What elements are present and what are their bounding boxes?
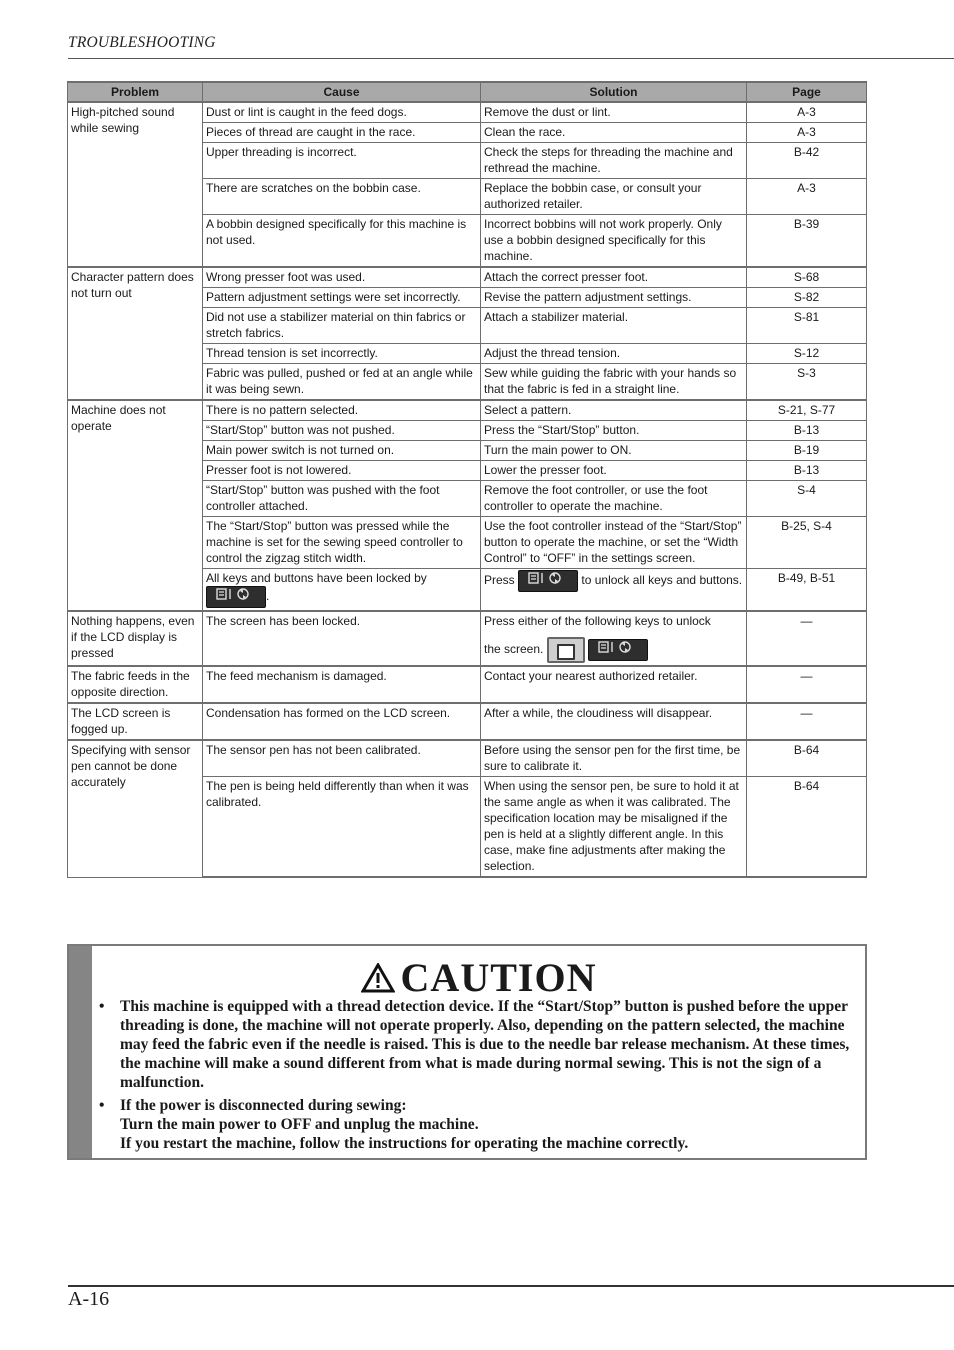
lock-key-icon <box>547 637 585 663</box>
page-cell: B-64 <box>747 777 867 878</box>
cause-cell: Dust or lint is caught in the feed dogs. <box>203 102 481 123</box>
solution-cell: Use the foot controller instead of the “Start/Stop” button to operate the machine, or set the “Width Control” to “OFF” in the settings screen. <box>481 517 747 569</box>
solution-cell: Replace the bobbin case, or consult your authorized retailer. <box>481 179 747 215</box>
solution-cell: Turn the main power to ON. <box>481 441 747 461</box>
caution-item-1: • This machine is equipped with a thread detection device. If the “Start/Stop” button is pushed before the upper threading is done, the machine will not operate properly. Also, depending on the pattern selected, the machine may feed the fabric even if the needle is raised. This is due to the needle bar release mechanism. At these times, the machine will make a sound different from what is made during normal sewing. This is not the sign of a malfunction. <box>99 997 855 1092</box>
solution-cell: Select a pattern. <box>481 400 747 421</box>
solution-cell: Lower the presser foot. <box>481 461 747 481</box>
cause-cell: Pieces of thread are caught in the race. <box>203 123 481 143</box>
page-number: A-16 <box>68 1288 110 1310</box>
caution-side-bar <box>69 946 92 1158</box>
page-cell: B-25, S-4 <box>747 517 867 569</box>
solution-cell: Before using the sensor pen for the first time, be sure to calibrate it. <box>481 740 747 777</box>
solution-text: Press <box>484 573 515 588</box>
page-cell: B-19 <box>747 441 867 461</box>
cause-cell: The sensor pen has not been calibrated. <box>203 740 481 777</box>
page-cell: B-49, B-51 <box>747 569 867 612</box>
problem-cell: High-pitched sound while sewing <box>68 102 203 267</box>
cause-cell: “Start/Stop” button was pushed with the foot controller attached. <box>203 481 481 517</box>
table-row <box>68 666 867 703</box>
caution-box <box>67 944 867 1160</box>
solution-cell: Clean the race. <box>481 123 747 143</box>
unlock-key-icon <box>206 586 266 608</box>
section-header: TROUBLESHOOTING <box>68 34 216 51</box>
page-cell: S-4 <box>747 481 867 517</box>
cause-cell: A bobbin designed specifically for this machine is not used. <box>203 215 481 268</box>
page-cell: A-3 <box>747 102 867 123</box>
cause-text: . <box>266 589 270 604</box>
solution-text: Press either of the following keys to unlock <box>484 614 711 628</box>
solution-text: the screen. <box>484 642 544 657</box>
page-cell: S-3 <box>747 364 867 401</box>
page-cell: B-13 <box>747 421 867 441</box>
table-row <box>68 703 867 740</box>
page-cell: S-12 <box>747 344 867 364</box>
footer-rule <box>68 1285 954 1287</box>
page-cell: B-64 <box>747 740 867 777</box>
cause-cell: Presser foot is not lowered. <box>203 461 481 481</box>
caution-item-2: • If the power is disconnected during sewing: Turn the main power to OFF and unplug the machine. If you restart the machine, follow the instructions for operating the machine correctly. <box>99 1096 855 1153</box>
solution-cell <box>481 569 747 612</box>
caution-title <box>92 954 865 1001</box>
column-header-cause: Cause <box>203 82 481 102</box>
solution-cell: Press the “Start/Stop” button. <box>481 421 747 441</box>
page-cell: — <box>747 703 867 740</box>
cause-cell: Wrong presser foot was used. <box>203 267 481 288</box>
caution-list <box>99 997 855 1157</box>
table-row <box>68 267 867 288</box>
page-cell: A-3 <box>747 123 867 143</box>
solution-cell: When using the sensor pen, be sure to hold it at the same angle as when it was calibrated. The specification location may be misaligned if the pen is held at a slightly different angle. In this case, make fine adjustments after making the selection. <box>481 777 747 878</box>
cause-cell: The screen has been locked. <box>203 611 481 666</box>
problem-cell: The fabric feeds in the opposite direction. <box>68 666 203 703</box>
table-row <box>68 400 867 421</box>
caution-item-text: If the power is disconnected during sewing: <box>120 1097 407 1114</box>
page-cell: S-81 <box>747 308 867 344</box>
solution-cell: Remove the foot controller, or use the foot controller to operate the machine. <box>481 481 747 517</box>
solution-cell: Check the steps for threading the machine and rethread the machine. <box>481 143 747 179</box>
solution-cell: Remove the dust or lint. <box>481 102 747 123</box>
unlock-key-icon <box>588 639 648 661</box>
cause-cell: Did not use a stabilizer material on thin fabrics or stretch fabrics. <box>203 308 481 344</box>
solution-cell <box>481 611 747 666</box>
page-cell: S-21, S-77 <box>747 400 867 421</box>
column-header-problem: Problem <box>68 82 203 102</box>
page-cell: B-42 <box>747 143 867 179</box>
solution-cell: Attach the correct presser foot. <box>481 267 747 288</box>
cause-cell: The pen is being held differently than when it was calibrated. <box>203 777 481 878</box>
cause-cell <box>203 569 481 612</box>
page-cell: A-3 <box>747 179 867 215</box>
problem-cell: Specifying with sensor pen cannot be done accurately <box>68 740 203 877</box>
solution-cell: Sew while guiding the fabric with your hands so that the fabric is fed in a straight line. <box>481 364 747 401</box>
page-cell: — <box>747 666 867 703</box>
problem-cell: Machine does not operate <box>68 400 203 611</box>
cause-cell: Pattern adjustment settings were set incorrectly. <box>203 288 481 308</box>
column-header-page: Page <box>747 82 867 102</box>
caution-item-text: This machine is equipped with a thread detection device. If the “Start/Stop” button is pushed before the upper threading is done, the machine will not operate properly. Also, depending on the pattern selected, the machine may feed the fabric even if the needle is raised. This is due to the needle bar release mechanism. At these times, the machine will make a sound different from what is made during normal sewing. This is not the sign of a malfunction. <box>120 998 850 1091</box>
solution-cell: Incorrect bobbins will not work properly. Only use a bobbin designed specifically for this machine. <box>481 215 747 268</box>
cause-cell: Condensation has formed on the LCD screen. <box>203 703 481 740</box>
problem-cell: Nothing happens, even if the LCD display is pressed <box>68 611 203 666</box>
cause-cell: Thread tension is set incorrectly. <box>203 344 481 364</box>
caution-item-text: Turn the main power to OFF and unplug the machine. <box>120 1116 479 1133</box>
warning-triangle-icon <box>361 963 395 993</box>
table-row <box>68 740 867 777</box>
cause-cell: Upper threading is incorrect. <box>203 143 481 179</box>
cause-text: All keys and buttons have been locked by <box>206 571 427 585</box>
table-row <box>68 102 867 123</box>
solution-cell: Revise the pattern adjustment settings. <box>481 288 747 308</box>
solution-cell: Contact your nearest authorized retailer. <box>481 666 747 703</box>
solution-cell: Adjust the thread tension. <box>481 344 747 364</box>
troubleshooting-table <box>67 81 867 878</box>
header-rule <box>68 58 954 59</box>
table-row <box>68 611 867 666</box>
cause-cell: The “Start/Stop” button was pressed while the machine is set for the sewing speed controller to control the zigzag stitch width. <box>203 517 481 569</box>
solution-cell: Attach a stabilizer material. <box>481 308 747 344</box>
cause-cell: Fabric was pulled, pushed or fed at an angle while it was being sewn. <box>203 364 481 401</box>
page-cell: S-68 <box>747 267 867 288</box>
solution-cell: After a while, the cloudiness will disappear. <box>481 703 747 740</box>
cause-cell: Main power switch is not turned on. <box>203 441 481 461</box>
cause-cell: The feed mechanism is damaged. <box>203 666 481 703</box>
cause-cell: There are scratches on the bobbin case. <box>203 179 481 215</box>
page-cell: B-39 <box>747 215 867 268</box>
page-cell: B-13 <box>747 461 867 481</box>
unlock-key-icon <box>518 570 578 592</box>
column-header-solution: Solution <box>481 82 747 102</box>
cause-cell: There is no pattern selected. <box>203 400 481 421</box>
table-header-row <box>68 82 867 102</box>
page-cell: — <box>747 611 867 666</box>
cause-cell: “Start/Stop” button was not pushed. <box>203 421 481 441</box>
problem-cell: The LCD screen is fogged up. <box>68 703 203 740</box>
page-cell: S-82 <box>747 288 867 308</box>
problem-cell: Character pattern does not turn out <box>68 267 203 400</box>
solution-text: to unlock all keys and buttons. <box>581 573 743 588</box>
caution-item-text: If you restart the machine, follow the instructions for operating the machine correctly. <box>120 1135 689 1152</box>
caution-title-text: CAUTION <box>400 955 597 1000</box>
